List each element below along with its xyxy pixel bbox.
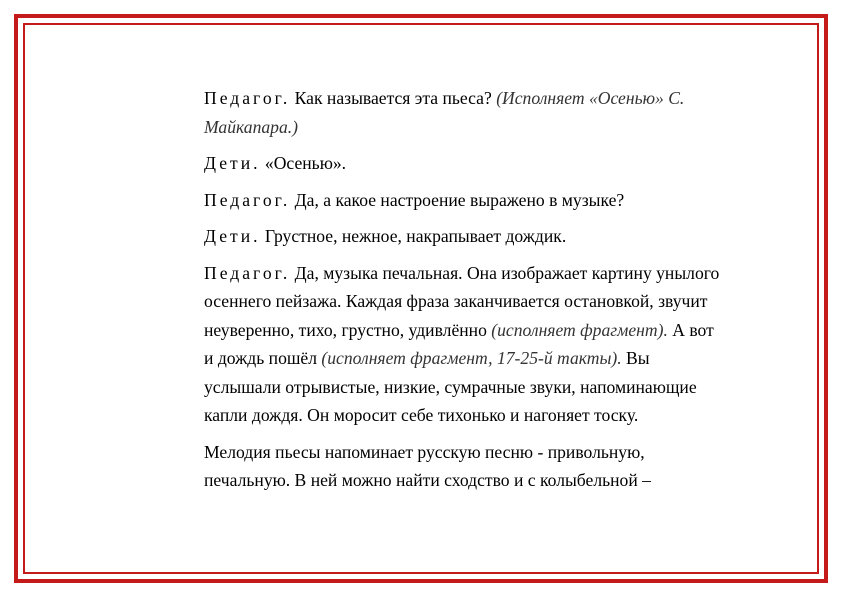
speaker-label: Дети. <box>204 153 261 173</box>
paragraph-6 <box>204 438 724 495</box>
paragraph-text: Мелодия пьесы напоминает русскую песню - привольную, печальную. В ней можно найти сходство и с колыбельной – <box>204 441 651 490</box>
paragraph-3 <box>204 186 724 215</box>
paragraph-text: «Осенью». <box>260 153 347 173</box>
paragraph-text: А вот и дождь пошёл <box>204 319 714 368</box>
dialogue-text <box>204 84 724 503</box>
stage-direction: (Исполняет «Осенью» С. Майкапара.) <box>204 88 685 137</box>
speaker-label: Педагог. <box>204 262 291 283</box>
paragraph-text: Как называется эта пьеса? <box>290 88 497 108</box>
paragraph-text: Грустное, нежное, накрапывает дождик. <box>260 226 567 246</box>
paragraph-text: Вы услышали отрывистые, низкие, сумрачные звуки, напоминающие капли дождя. Он моросит себе тихонько и нагоняет тоску. <box>204 348 697 425</box>
paragraph-1 <box>204 84 724 141</box>
paragraph-4 <box>204 222 724 251</box>
stage-direction: (исполняет фрагмент, 17-25-й такты). <box>321 348 622 368</box>
paragraph-2 <box>204 149 724 178</box>
speaker-label: Дети. <box>204 226 261 246</box>
paragraph-5 <box>204 259 724 430</box>
speaker-label: Педагог. <box>204 189 291 210</box>
paragraph-text: Да, а какое настроение выражено в музыке? <box>290 189 625 210</box>
speaker-label: Педагог. <box>204 88 291 108</box>
paragraph-text: Да, музыка печальная. Она изображает картину унылого осеннего пейзажа. Каждая фраза заканчивается остановкой, звучит неуверенно, тихо, грустно, удивлённо <box>204 262 720 340</box>
stage-direction: (исполняет фрагмент). <box>491 319 668 340</box>
